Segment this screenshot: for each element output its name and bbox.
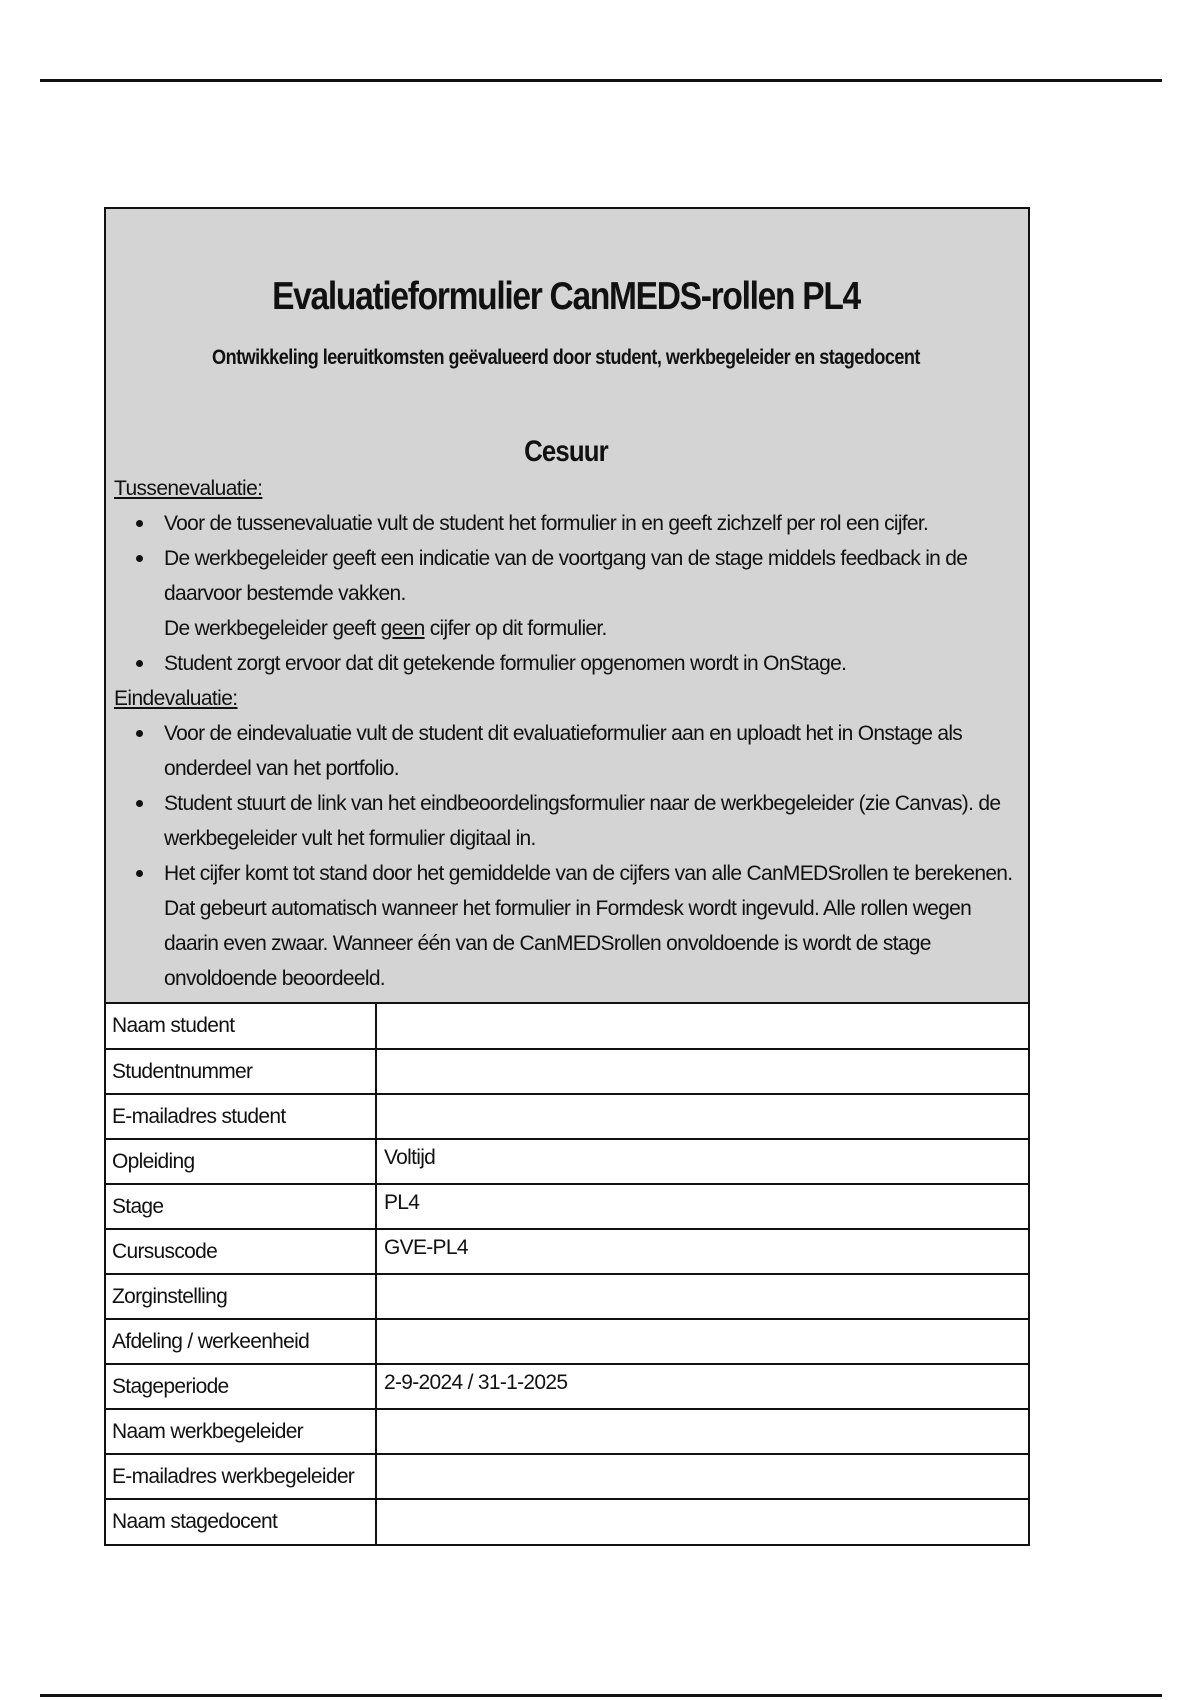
student-info-table [106,1004,1028,1544]
field-label: E-mailadres student [106,1094,376,1139]
form-title: Evaluatieformulier CanMEDS-rollen PL4 [272,275,860,318]
field-value-cursuscode[interactable]: GVE-PL4 [376,1229,1028,1274]
field-value-stageperiode[interactable]: 2-9-2024 / 31-1-2025 [376,1364,1028,1409]
cesuur-heading: Cesuur [524,435,608,468]
list-item: Voor de eindevaluatie vult de student dit evaluatieformulier aan en uploadt het in Onstage als onderdeel van het portfolio. [164,716,1018,786]
table-row [106,1094,1028,1139]
list-item: Voor de tussenevaluatie vult de student het formulier in en geeft zichzelf per rol een cijfer. [164,506,1018,541]
table-row [106,1319,1028,1364]
field-value-studentnummer[interactable] [376,1049,1028,1094]
table-row [106,1049,1028,1094]
field-label: Stage [106,1184,376,1229]
form-subtitle: Ontwikkeling leeruitkomsten geëvalueerd door student, werkbegeleider en stagedocent [212,346,920,369]
field-label: Naam student [106,1004,376,1049]
field-label: Studentnummer [106,1049,376,1094]
evaluation-form [104,207,1030,1546]
form-header [106,209,1028,1004]
field-label: Naam stagedocent [106,1499,376,1544]
field-label: E-mailadres werkbegeleider [106,1454,376,1499]
field-value-email-student[interactable] [376,1094,1028,1139]
list-item: Student zorgt ervoor dat dit getekende formulier opgenomen wordt in OnStage. [164,646,1018,681]
bullet-icon [136,520,143,527]
field-value-naam-student[interactable] [376,1004,1028,1049]
tussenevaluatie-list [114,506,1018,681]
table-row [106,1454,1028,1499]
table-row [106,1004,1028,1049]
field-value-opleiding[interactable]: Voltijd [376,1139,1028,1184]
table-row [106,1274,1028,1319]
bullet-icon [136,730,143,737]
list-item: Het cijfer komt tot stand door het gemiddelde van de cijfers van alle CanMEDSrollen te berekenen. Dat gebeurt automatisch wanneer het formulier in Formdesk wordt ingevuld. Alle rollen wegen daarin even zwaar. Wanneer één van de CanMEDSrollen onvoldoende is wordt de stage onvoldoende beoordeeld. [164,856,1018,996]
bullet-icon [136,555,143,562]
field-value-naam-werkbegeleider[interactable] [376,1409,1028,1454]
field-label: Naam werkbegeleider [106,1409,376,1454]
field-label: Zorginstelling [106,1274,376,1319]
bottom-rule [40,1694,1162,1697]
tussenevaluatie-label: Tussenevaluatie: [114,477,263,500]
field-value-afdeling[interactable] [376,1319,1028,1364]
field-value-naam-stagedocent[interactable] [376,1499,1028,1544]
bullet-icon [136,800,143,807]
table-row [106,1229,1028,1274]
field-label: Stageperiode [106,1364,376,1409]
field-label: Cursuscode [106,1229,376,1274]
list-item: Student stuurt de link van het eindbeoordelingsformulier naar de werkbegeleider (zie Canvas). de werkbegeleider vult het formulier digitaal in. [164,786,1018,856]
field-value-stage[interactable]: PL4 [376,1184,1028,1229]
field-value-email-werkbegeleider[interactable] [376,1454,1028,1499]
table-row [106,1499,1028,1544]
list-item: De werkbegeleider geeft een indicatie van de voortgang van de stage middels feedback in de daarvoor bestemde vakken. De werkbegeleider geeft geen cijfer op dit formulier. [164,541,1018,646]
emphasis-geen: geen [380,617,425,640]
table-row [106,1184,1028,1229]
eindevaluatie-list [114,716,1018,996]
field-label: Opleiding [106,1139,376,1184]
table-row [106,1139,1028,1184]
table-row [106,1409,1028,1454]
table-row [106,1364,1028,1409]
field-label: Afdeling / werkeenheid [106,1319,376,1364]
eindevaluatie-label: Eindevaluatie: [114,687,238,710]
bullet-icon [136,870,143,877]
field-value-zorginstelling[interactable] [376,1274,1028,1319]
bullet-icon [136,660,143,667]
top-rule [40,79,1162,82]
